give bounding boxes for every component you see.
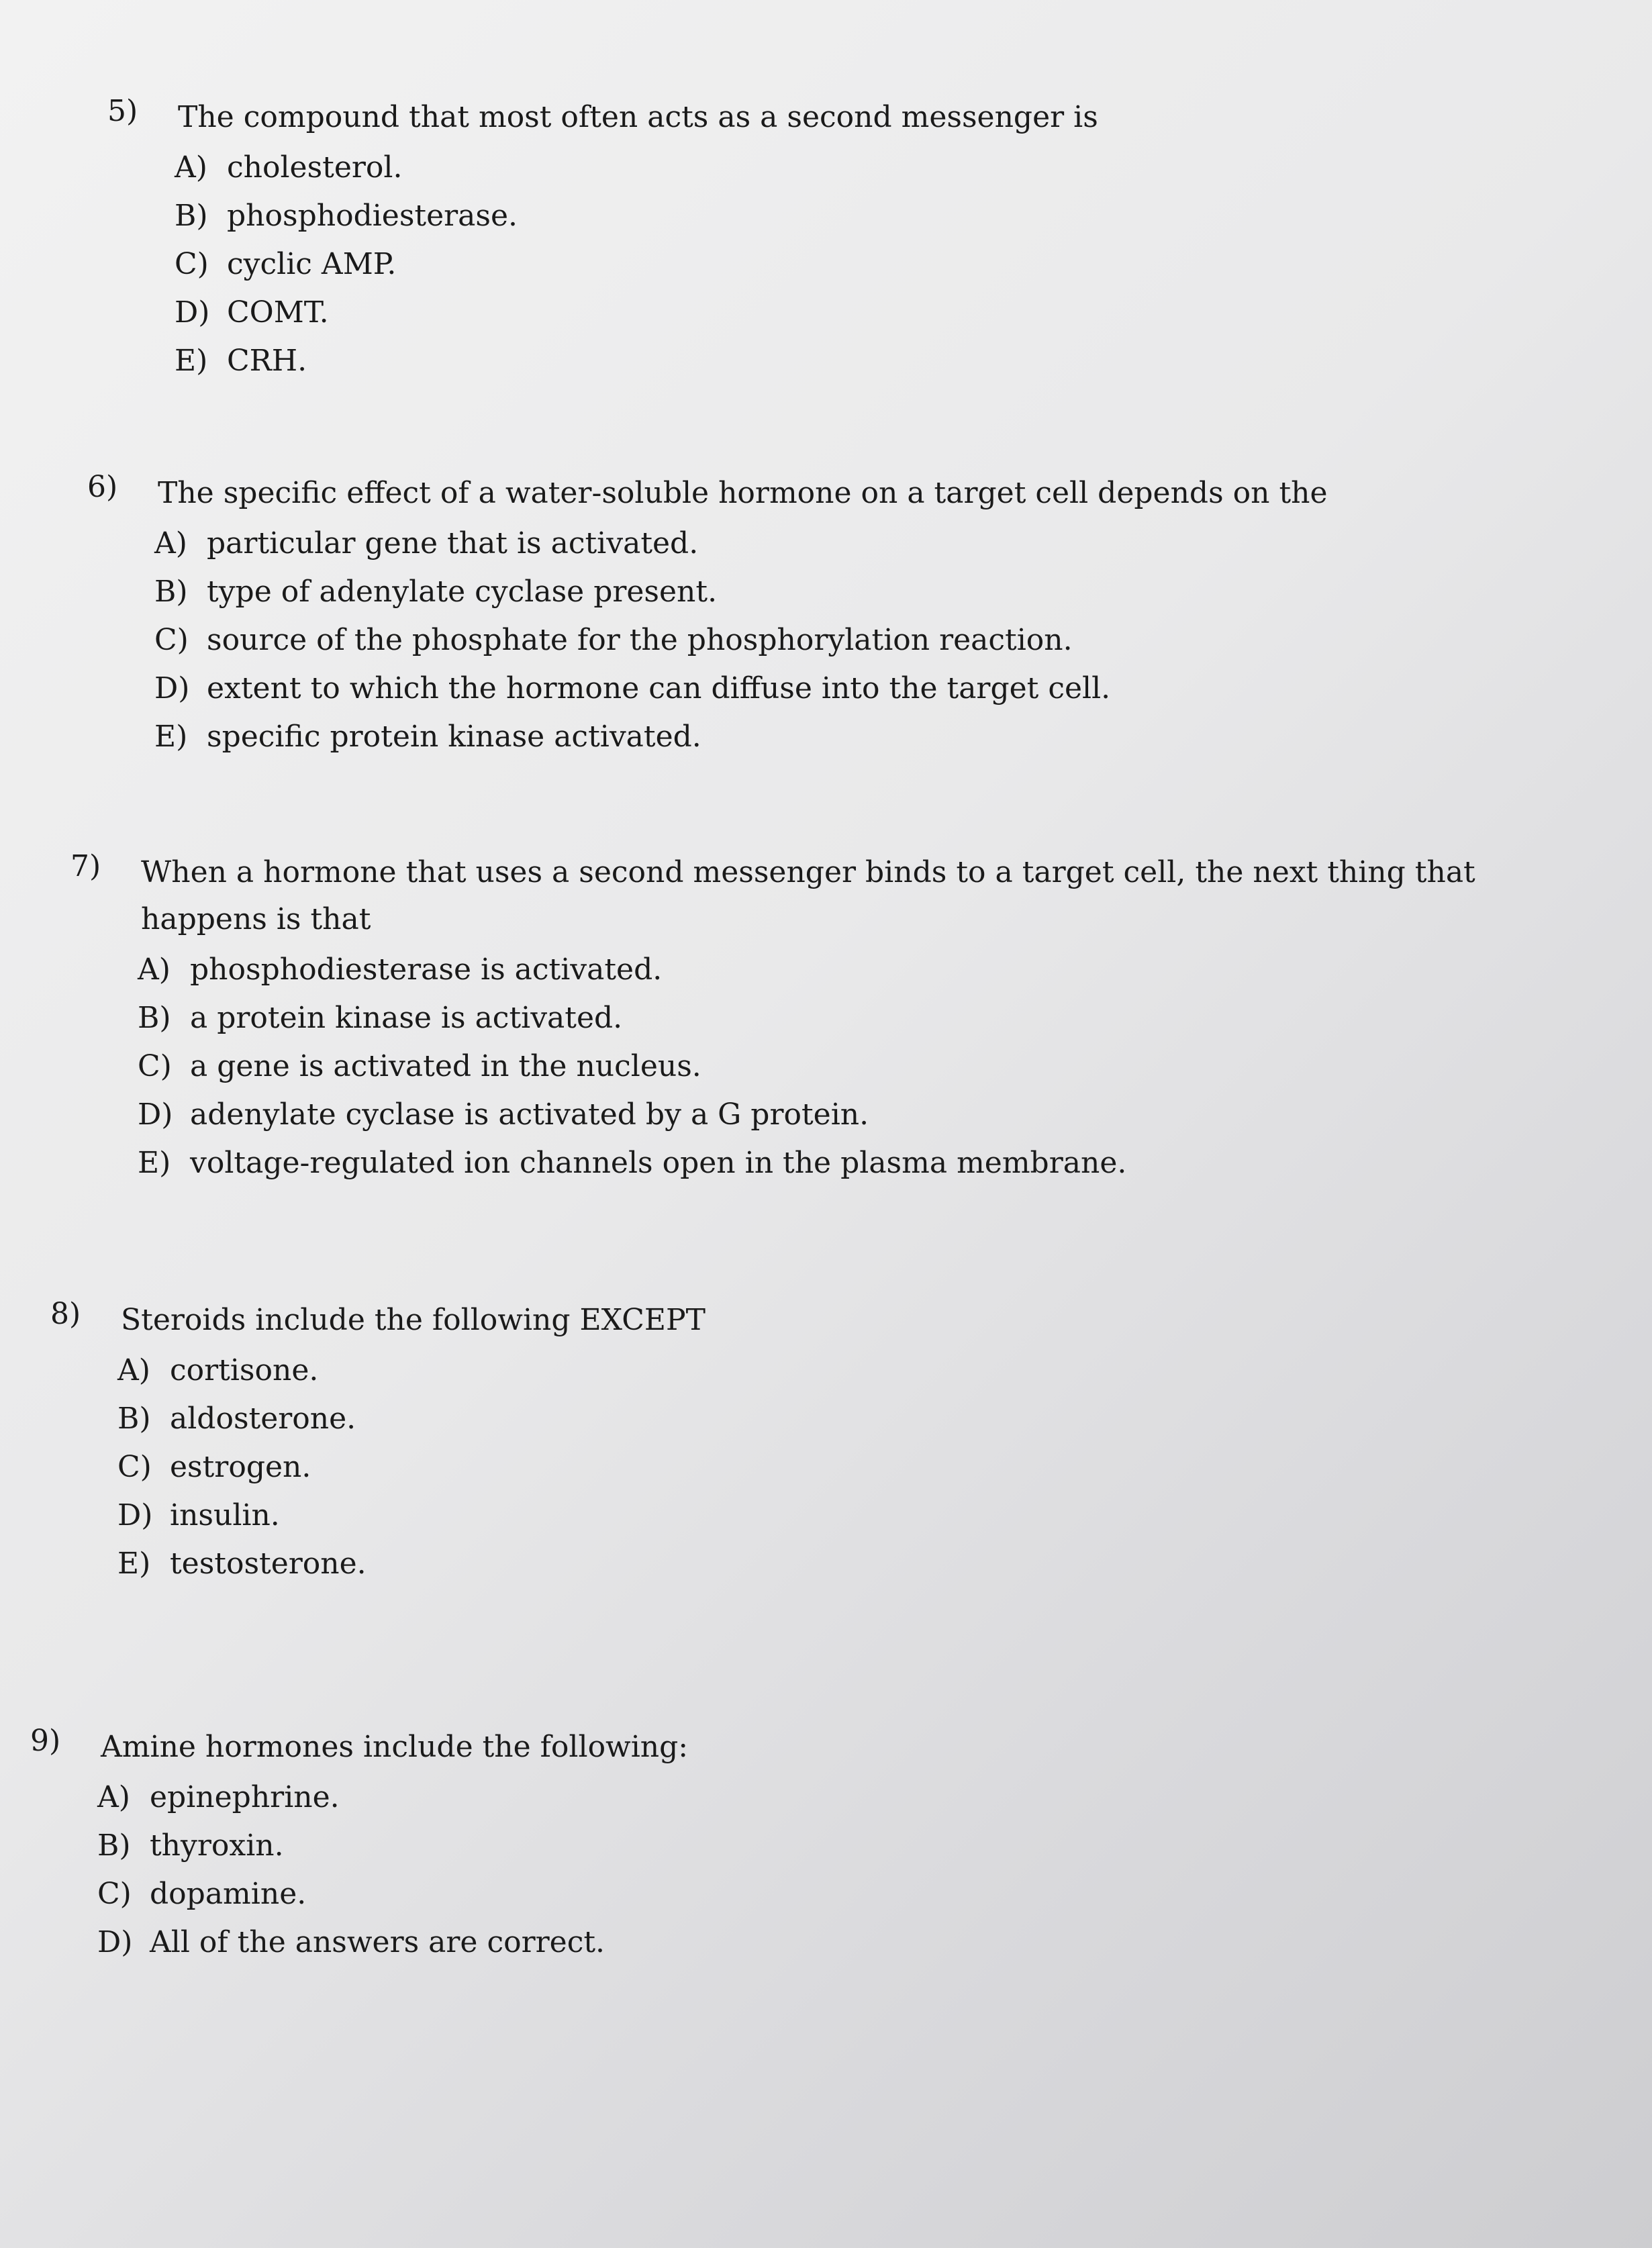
question-number: 7) (70, 849, 101, 883)
option-letter: C) (117, 1450, 152, 1484)
option-letter: D) (175, 295, 210, 330)
option-text: testosterone. (170, 1547, 367, 1581)
option-text: specific protein kinase activated. (207, 720, 701, 754)
answer-option (97, 1870, 1473, 1918)
answer-options (97, 1773, 1473, 1967)
option-text: dopamine. (150, 1877, 307, 1911)
option-letter: B) (154, 575, 188, 609)
option-letter: B) (97, 1828, 131, 1863)
option-text: source of the phosphate for the phosphorylation reaction. (207, 623, 1073, 657)
answer-option (175, 144, 1551, 192)
answer-option (138, 994, 1514, 1042)
option-text: adenylate cyclase is activated by a G protein. (190, 1097, 869, 1132)
option-letter: C) (154, 623, 189, 657)
option-letter: E) (175, 344, 208, 378)
answer-option (138, 1042, 1514, 1091)
option-letter: E) (117, 1547, 151, 1581)
question-stem: Amine hormones include the following: (101, 1730, 689, 1764)
option-text: extent to which the hormone can diffuse into the target cell. (207, 671, 1111, 705)
option-letter: E) (138, 1146, 171, 1180)
option-text: cortisone. (170, 1353, 319, 1387)
answer-option (97, 1918, 1473, 1967)
option-letter: D) (138, 1097, 173, 1132)
answer-option (154, 665, 1530, 713)
option-text: All of the answers are correct. (150, 1925, 605, 1959)
option-text: phosphodiesterase. (227, 199, 518, 233)
option-text: COMT. (227, 295, 329, 330)
question-8 (50, 1297, 1494, 1588)
option-letter: A) (97, 1780, 130, 1814)
option-text: a gene is activated in the nucleus. (190, 1049, 701, 1083)
answer-option (97, 1822, 1473, 1870)
question-stem: When a hormone that uses a second messenger binds to a target cell, the next thing that happens is that (141, 855, 1475, 936)
answer-options (175, 144, 1551, 385)
answer-option (154, 520, 1530, 568)
option-letter: E) (154, 720, 188, 754)
answer-option (117, 1492, 1494, 1540)
question-6 (87, 470, 1530, 761)
option-letter: C) (138, 1049, 172, 1083)
question-7 (70, 849, 1514, 1187)
answer-option (97, 1773, 1473, 1822)
option-text: phosphodiesterase is activated. (190, 952, 663, 987)
option-text: type of adenylate cyclase present. (207, 575, 718, 609)
option-text: insulin. (170, 1498, 280, 1532)
question-number: 6) (87, 470, 118, 504)
answer-options (138, 946, 1514, 1187)
option-letter: A) (117, 1353, 150, 1387)
option-text: cholesterol. (227, 150, 403, 185)
answer-option (175, 240, 1551, 289)
option-text: thyroxin. (150, 1828, 284, 1863)
option-text: epinephrine. (150, 1780, 340, 1814)
option-text: particular gene that is activated. (207, 526, 699, 560)
option-letter: C) (175, 247, 209, 281)
question-9 (30, 1724, 1473, 1967)
answer-options (117, 1347, 1494, 1588)
option-text: a protein kinase is activated. (190, 1001, 623, 1035)
question-5 (107, 94, 1551, 385)
answer-option (117, 1347, 1494, 1395)
option-letter: A) (175, 150, 207, 185)
option-letter: B) (175, 199, 208, 233)
option-letter: D) (117, 1498, 153, 1532)
answer-options (154, 520, 1530, 761)
answer-option (154, 616, 1530, 665)
option-text: voltage-regulated ion channels open in the plasma membrane. (190, 1146, 1127, 1180)
answer-option (175, 289, 1551, 337)
option-letter: D) (154, 671, 190, 705)
question-number: 8) (50, 1297, 81, 1331)
option-letter: A) (138, 952, 171, 987)
answer-option (175, 337, 1551, 385)
option-letter: A) (154, 526, 187, 560)
answer-option (154, 568, 1530, 616)
option-letter: C) (97, 1877, 132, 1911)
option-text: cyclic AMP. (227, 247, 397, 281)
option-letter: D) (97, 1925, 133, 1959)
answer-option (138, 1091, 1514, 1139)
question-stem: Steroids include the following EXCEPT (121, 1303, 706, 1337)
question-number: 9) (30, 1724, 61, 1758)
option-text: estrogen. (170, 1450, 311, 1484)
answer-option (154, 713, 1530, 761)
answer-option (117, 1540, 1494, 1588)
option-text: CRH. (227, 344, 307, 378)
answer-option (117, 1395, 1494, 1443)
answer-option (117, 1443, 1494, 1492)
answer-option (138, 1139, 1514, 1187)
option-text: aldosterone. (170, 1402, 356, 1436)
question-stem: The compound that most often acts as a second messenger is (178, 100, 1098, 134)
answer-option (175, 192, 1551, 240)
answer-option (138, 946, 1514, 994)
option-letter: B) (138, 1001, 171, 1035)
question-stem: The specific effect of a water-soluble hormone on a target cell depends on the (158, 476, 1328, 510)
option-letter: B) (117, 1402, 151, 1436)
question-number: 5) (107, 94, 138, 128)
